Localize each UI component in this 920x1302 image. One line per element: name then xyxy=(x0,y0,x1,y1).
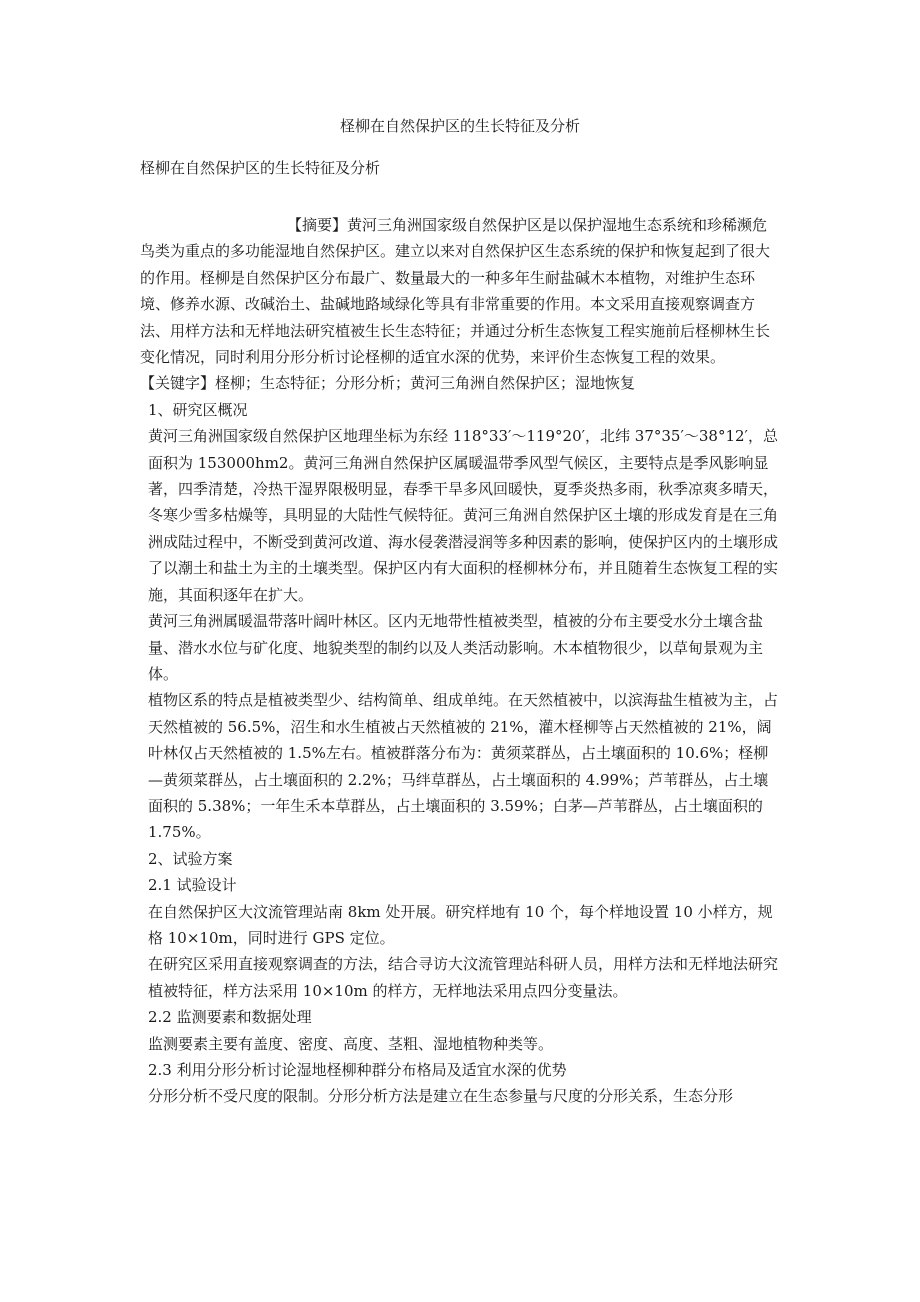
keywords-paragraph xyxy=(140,370,780,396)
abstract-paragraph xyxy=(140,212,780,370)
keywords-label: 【关键字】 xyxy=(140,374,216,393)
abstract-text: 黄河三角洲国家级自然保护区是以保护湿地生态系统和珍稀濒危鸟类为重点的多功能湿地自然保护区。建立以来对自然保护区生态系统的保护和恢复起到了很大的作用。柽柳是自然保护区分布最广、数量最大的一种多年生耐盐碱木本植物，对维护生态环境、修养水源、改碱治土、盐碱地路域绿化等具有非常重要的作用。本文采用直接观察调查方法、用样方法和无样地法研究植被生长生态特征；并通过分析生态恢复工程实施前后柽柳林生长变化情况，同时利用分形分析讨论柽柳的适宜水深的优势，来评价生态恢复工程的效果。 xyxy=(140,216,771,367)
abstract-label: 【摘要】 xyxy=(287,216,348,234)
section-1-paragraph-3: 植物区系的特点是植被类型少、结构简单、组成单纯。在天然植被中，以滨海盐生植被为主，占天然植被的 56.5%，沼生和水生植被占天然植被的 21%，灌木柽柳等占天然植被的 21%，阔叶林仅占天然植被的 1.5%左右。植被群落分布为：黄须菜群丛，占土壤面积的 10.6%；柽柳—黄须菜群丛，占土壤面积的 2.2%；马绊草群丛，占土壤面积的 4.99%；芦苇群丛，占土壤面积的 5.38%；一年生禾本草群丛，占土壤面积的 3.59%；白茅—芦苇群丛，占土壤面积的 1.75%。 xyxy=(148,691,779,842)
section-1-paragraph-1: 黄河三角洲国家级自然保护区地理坐标为东经 118°33′～119°20′，北纬 37°35′～38°12′，总面积为 153000hm2。黄河三角洲自然保护区属暖温带季风型气候区，主要特点是季风影响显著，四季清楚，冷热干湿界限极明显，春季干旱多风回暖快，夏季炎热多雨，秋季凉爽多晴天，冬寒少雪多枯燥等，具明显的大陆性气候特征。黄河三角洲自然保护区土壤的形成发育是在三角洲成陆过程中，不断受到黄河改道、海水侵袭潜浸润等多种因素的影响，使保护区内的土壤形成了以潮土和盐土为主的土壤类型。保护区内有大面积的柽柳林分布，并且随着生态恢复工程的实施，其面积逐年在扩大。 xyxy=(148,427,779,604)
section-2-3-heading: 2.3 利用分形分析讨论湿地柽柳种群分布格局及适宜水深的优势 xyxy=(148,1061,567,1079)
section-2-1-paragraph-2: 在研究区采用直接观察调查的方法，结合寻访大汶流管理站科研人员，用样方法和无样地法研究植被特征，样方法采用 10×10m 的样方，无样地法采用点四分变量法。 xyxy=(148,955,779,1000)
document-body xyxy=(140,212,780,1110)
section-2-2-heading: 2.2 监测要素和数据处理 xyxy=(148,1008,312,1027)
section-2-heading: 2、试验方案 xyxy=(148,849,233,868)
document-subtitle: 柽柳在自然保护区的生长特征及分析 xyxy=(140,159,381,177)
keywords-text: 柽柳；生态特征；分形分析；黄河三角洲自然保护区；湿地恢复 xyxy=(215,374,636,393)
section-2-1-paragraph-1: 在自然保护区大汶流管理站南 8km 处开展。研究样地有 10 个，每个样地设置 10 小样方，规格 10×10m，同时进行 GPS 定位。 xyxy=(148,902,773,947)
section-1-paragraph-2: 黄河三角洲属暖温带落叶阔叶林区。区内无地带性植被类型，植被的分布主要受水分土壤含盐量、潜水水位与矿化度、地貌类型的制约以及人类活动影响。木本植物很少，以草甸景观为主体。 xyxy=(148,612,764,683)
section-2-2-paragraph-1: 监测要素主要有盖度、密度、高度、茎粗、湿地植物种类等。 xyxy=(148,1034,554,1053)
section-1-heading: 1、研究区概况 xyxy=(148,400,248,419)
document-title: 柽柳在自然保护区的生长特征及分析 xyxy=(339,117,580,135)
section-2-3-paragraph-1: 分形分析不受尺度的限制。分形分析方法是建立在生态参量与尺度的分形关系，生态分形 xyxy=(148,1087,734,1106)
section-2-1-heading: 2.1 试验设计 xyxy=(148,876,237,895)
